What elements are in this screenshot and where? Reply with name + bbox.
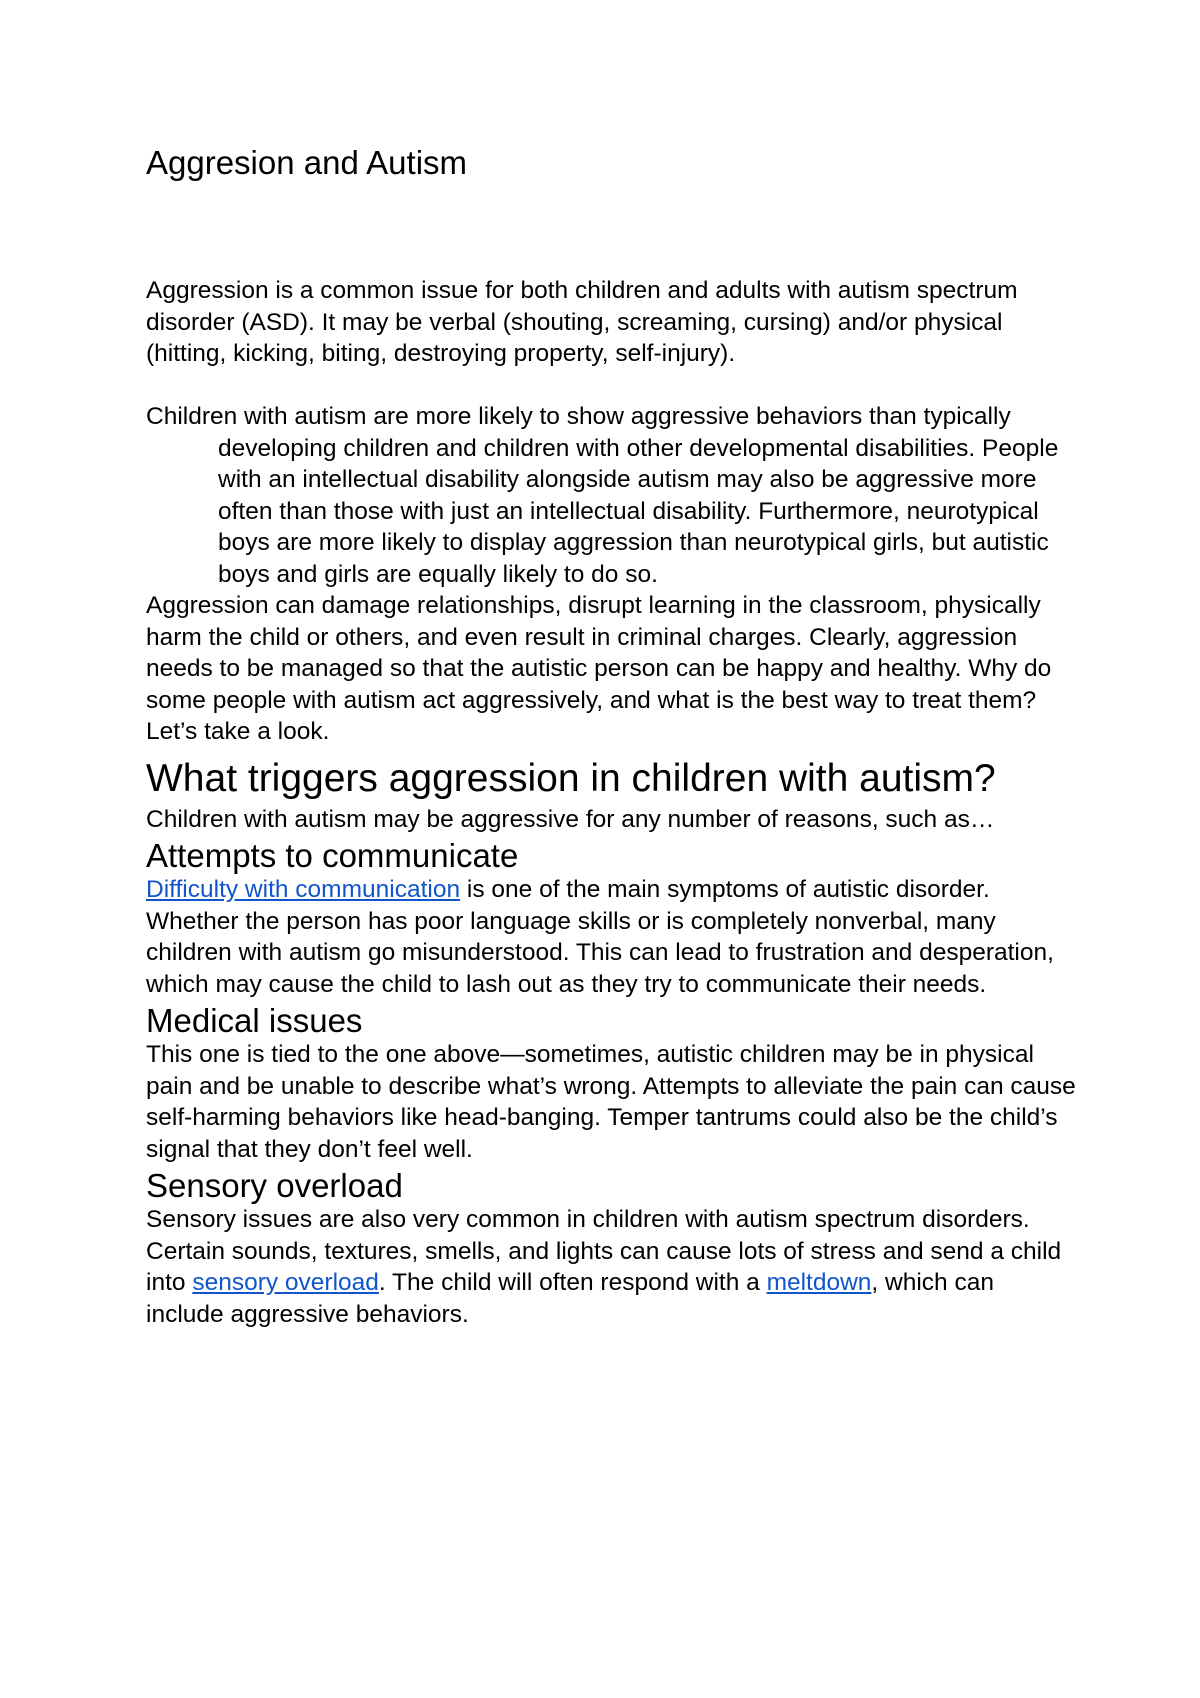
- sensory-paragraph: [146, 1204, 1076, 1330]
- paragraph-spacer: [146, 370, 1076, 402]
- sensory-heading: Sensory overload: [146, 1167, 403, 1204]
- medical-paragraph: This one is tied to the one above—sometimes, autistic children may be in physical pain and be unable to describe what’s wrong. Attempts to alleviate the pain can cause self-harming behaviors like head-banging. Temper tantrums could also be the child’s signal that they don’t feel well.: [146, 1041, 1076, 1163]
- sensory-text-2: . The child will often respond with a: [378, 1269, 767, 1296]
- triggers-intro: Children with autism may be aggressive for any number of reasons, such as…: [146, 805, 995, 833]
- communication-paragraph: [146, 874, 1076, 1000]
- impact-paragraph: Aggression can damage relationships, disrupt learning in the classroom, physically harm the child or others, and even result in criminal charges. Clearly, aggression needs to be managed so that the autistic person can be happy and healthy. Why do some people with autism act aggressively, and what is the best way to treat them? Let’s take a look.: [146, 592, 1052, 745]
- sensory-overload-link[interactable]: sensory overload: [192, 1269, 379, 1296]
- communication-heading: Attempts to communicate: [146, 837, 519, 874]
- sensory-text-1: Sensory issues are also very common in children with autism spectrum disorders. Certain sounds, textures, smells, and lights can cause lots of stress and send a child into: [146, 1206, 1062, 1296]
- meltdown-link[interactable]: meltdown: [766, 1269, 872, 1296]
- triggers-heading: What triggers aggression in children with autism?: [146, 756, 996, 800]
- comparison-paragraph: Children with autism are more likely to show aggressive behaviors than typically developing children and children with other developmental disabilities. People with an intellectual disability alongside autism may also be aggressive more often than those with just an intellectual disability. Furthermore, neurotypical boys are more likely to display aggression than neurotypical girls, but autistic boys and girls are equally likely to do so.: [146, 403, 1059, 588]
- communication-text: is one of the main symptoms of autistic disorder. Whether the person has poor language skills or is completely nonverbal, many children with autism go misunderstood. This can lead to frustration and desperation, which may cause the child to lash out as they try to communicate their needs.: [146, 876, 1054, 998]
- communication-link[interactable]: Difficulty with communication: [146, 876, 461, 903]
- intro-paragraph: Aggression is a common issue for both children and adults with autism spectrum disorder (ASD). It may be verbal (shouting, screaming, cursing) and/or physical (hitting, kicking, biting, destroying property, self-injury).: [146, 277, 1018, 367]
- document-body: [146, 275, 1076, 1330]
- sensory-text-3: , which can include aggressive behaviors.: [146, 1269, 994, 1328]
- medical-heading: Medical issues: [146, 1002, 363, 1039]
- document-title: Aggresion and Autism: [146, 144, 468, 181]
